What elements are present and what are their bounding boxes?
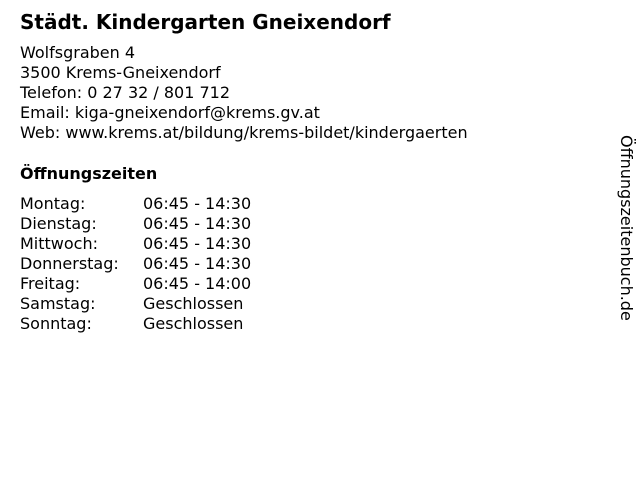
hours-row-thursday <box>20 254 251 274</box>
hours-day: Montag: <box>20 194 86 213</box>
address-block <box>20 43 468 143</box>
hours-time: Geschlossen <box>143 314 244 333</box>
web-address: Web: www.krems.at/bildung/krems-bildet/kindergaerten <box>20 123 468 142</box>
hours-time: 06:45 - 14:30 <box>143 214 252 233</box>
hours-day: Samstag: <box>20 294 96 313</box>
hours-row-saturday <box>20 294 251 314</box>
hours-day: Dienstag: <box>20 214 97 233</box>
hours-heading: Öffnungszeiten <box>20 164 158 183</box>
hours-day: Sonntag: <box>20 314 92 333</box>
hours-time: 06:45 - 14:00 <box>143 274 252 293</box>
hours-row-friday <box>20 274 251 294</box>
hours-time: 06:45 - 14:30 <box>143 194 252 213</box>
hours-row-sunday <box>20 314 251 334</box>
email-address: Email: kiga-gneixendorf@krems.gv.at <box>20 103 320 122</box>
phone-number: Telefon: 0 27 32 / 801 712 <box>20 83 231 102</box>
hours-day: Freitag: <box>20 274 81 293</box>
hours-row-monday <box>20 194 251 214</box>
hours-day: Mittwoch: <box>20 234 98 253</box>
side-watermark-label: Öffnungszeitenbuch.de <box>617 135 636 321</box>
hours-time: 06:45 - 14:30 <box>143 234 252 253</box>
hours-time: Geschlossen <box>143 294 244 313</box>
street-address: Wolfsgraben 4 <box>20 43 136 62</box>
hours-day: Donnerstag: <box>20 254 119 273</box>
hours-row-tuesday <box>20 214 251 234</box>
city-address: 3500 Krems-Gneixendorf <box>20 63 221 82</box>
hours-time: 06:45 - 14:30 <box>143 254 252 273</box>
hours-table <box>20 194 251 334</box>
page-title: Städt. Kindergarten Gneixendorf <box>20 10 391 34</box>
hours-row-wednesday <box>20 234 251 254</box>
